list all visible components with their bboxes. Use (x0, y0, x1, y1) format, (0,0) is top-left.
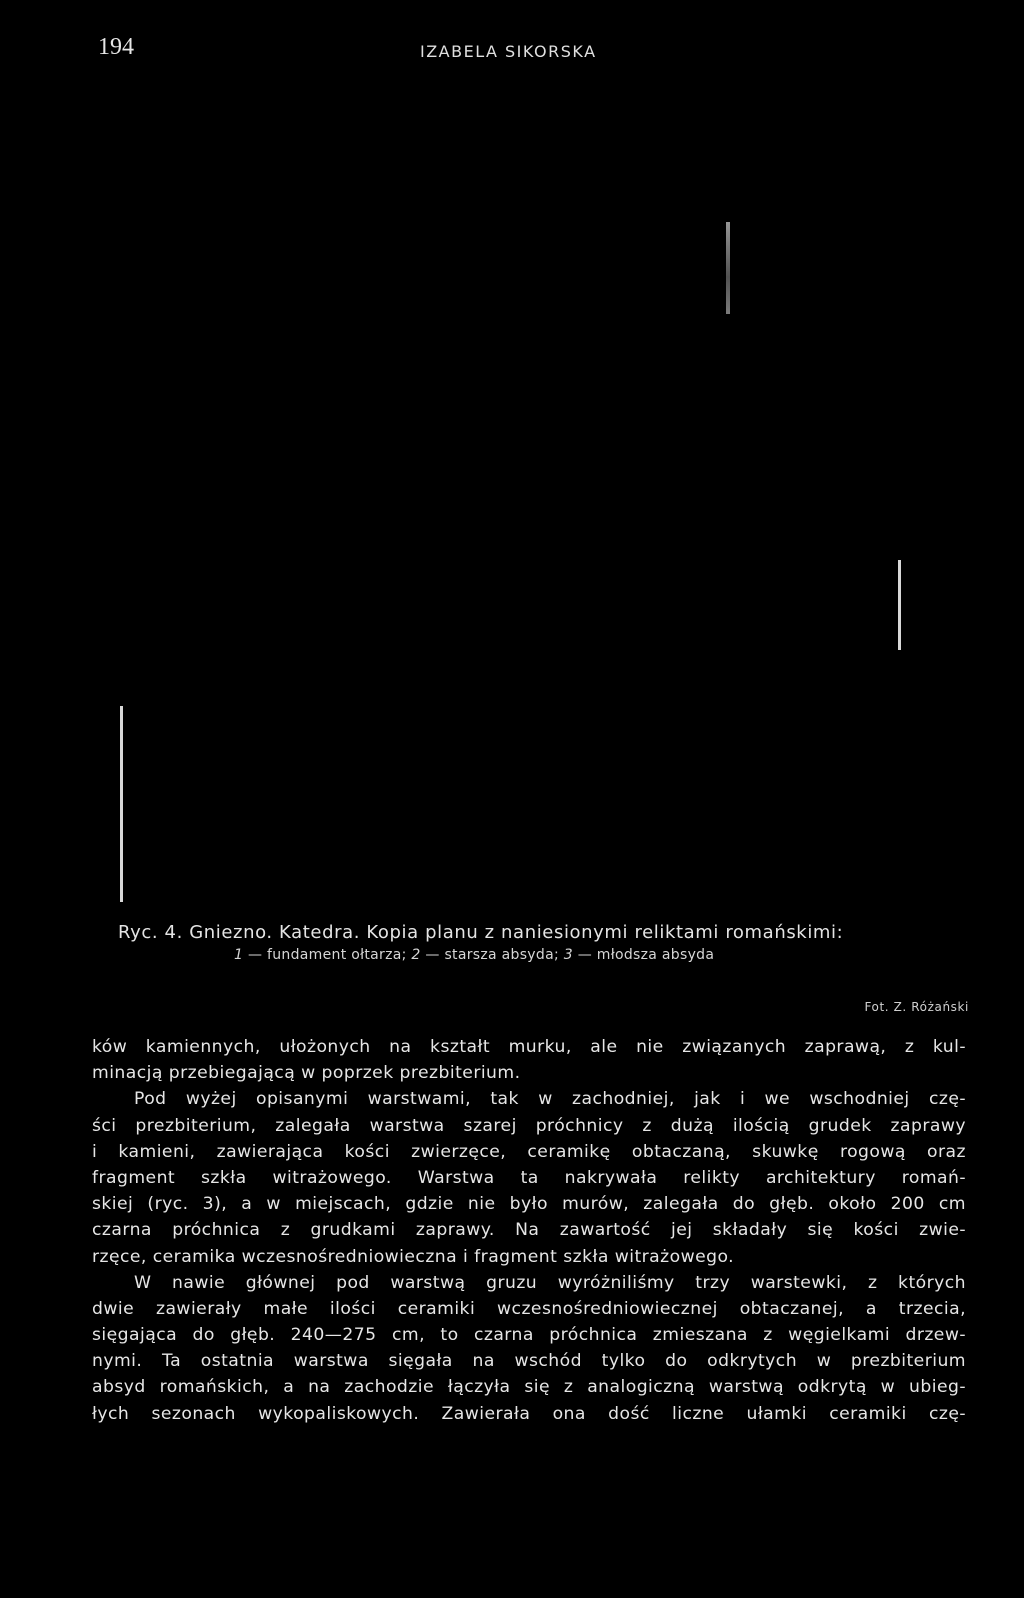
text-line: sięgająca do głęb. 240—275 cm, to czarna próchnica zmieszana z węgielkami drzew- (92, 1325, 966, 1346)
text-line: dwie zawierały małe ilości ceramiki wczesnośredniowiecznej obtaczanej, a trzecia, (92, 1298, 966, 1319)
text-line: Pod wyżej opisanymi warstwami, tak w zachodniej, jak i we wschodniej czę- (134, 1089, 966, 1110)
figure-wall-line-right (898, 560, 901, 650)
text-line: absyd romańskich, a na zachodzie łączyła się z analogiczną warstwą odkrytą w ubieg- (92, 1377, 966, 1398)
figure-smudge-mark (726, 222, 730, 314)
text-line: minacją przebiegającą w poprzek prezbiterium. (92, 1063, 521, 1084)
caption-legend (234, 947, 978, 963)
text-line: i kamieni, zawierająca kości zwierzęce, ceramikę obtaczaną, skuwkę rogową oraz (92, 1141, 966, 1162)
running-head: IZABELA SIKORSKA (420, 42, 597, 61)
legend-text: — fundament ołtarza; (247, 947, 407, 963)
body-text (92, 1034, 966, 1427)
text-line: W nawie głównej pod warstwą gruzu wyróżniliśmy trzy warstewki, z których (134, 1272, 966, 1293)
text-line: ści prezbiterium, zalegała warstwa szarej próchnicy z dużą ilością grudek zaprawy (92, 1115, 966, 1136)
text-line: ków kamiennych, ułożonych na kształt murku, ale nie związanych zaprawą, z kul- (92, 1037, 966, 1057)
text-line: czarna próchnica z grudkami zaprawy. Na zawartość jej składały się kości zwie- (92, 1220, 966, 1241)
caption-title: Ryc. 4. Gniezno. Katedra. Kopia planu z naniesionymi reliktami romańskimi: (118, 922, 844, 943)
text-line: fragment szkła witrażowego. Warstwa ta nakrywała relikty architektury romań- (92, 1167, 966, 1188)
legend-number: 1 (234, 947, 244, 963)
text-line: nymi. Ta ostatnia warstwa sięgała na wschód tylko do odkrytych w prezbiterium (92, 1351, 966, 1372)
photo-credit: Fot. Z. Różański (864, 1000, 969, 1014)
legend-number: 2 (411, 947, 421, 963)
figure-wall-line-left (120, 706, 123, 902)
page-number: 194 (98, 34, 134, 60)
legend-text: — starsza absyda; (425, 947, 559, 963)
page-header (0, 34, 1024, 74)
legend-text: — młodsza absyda (577, 947, 715, 963)
legend-number: 3 (563, 947, 573, 963)
figure-plan-image (0, 90, 1024, 910)
text-line: łych sezonach wykopaliskowych. Zawierała ona dość liczne ułamki ceramiki czę- (92, 1403, 966, 1424)
figure-caption (118, 922, 978, 963)
text-line: rzęce, ceramika wczesnośredniowieczna i fragment szkła witrażowego. (92, 1246, 735, 1267)
text-line: skiej (ryc. 3), a w miejscach, gdzie nie było murów, zalegała do głęb. około 200 cm (92, 1194, 966, 1215)
